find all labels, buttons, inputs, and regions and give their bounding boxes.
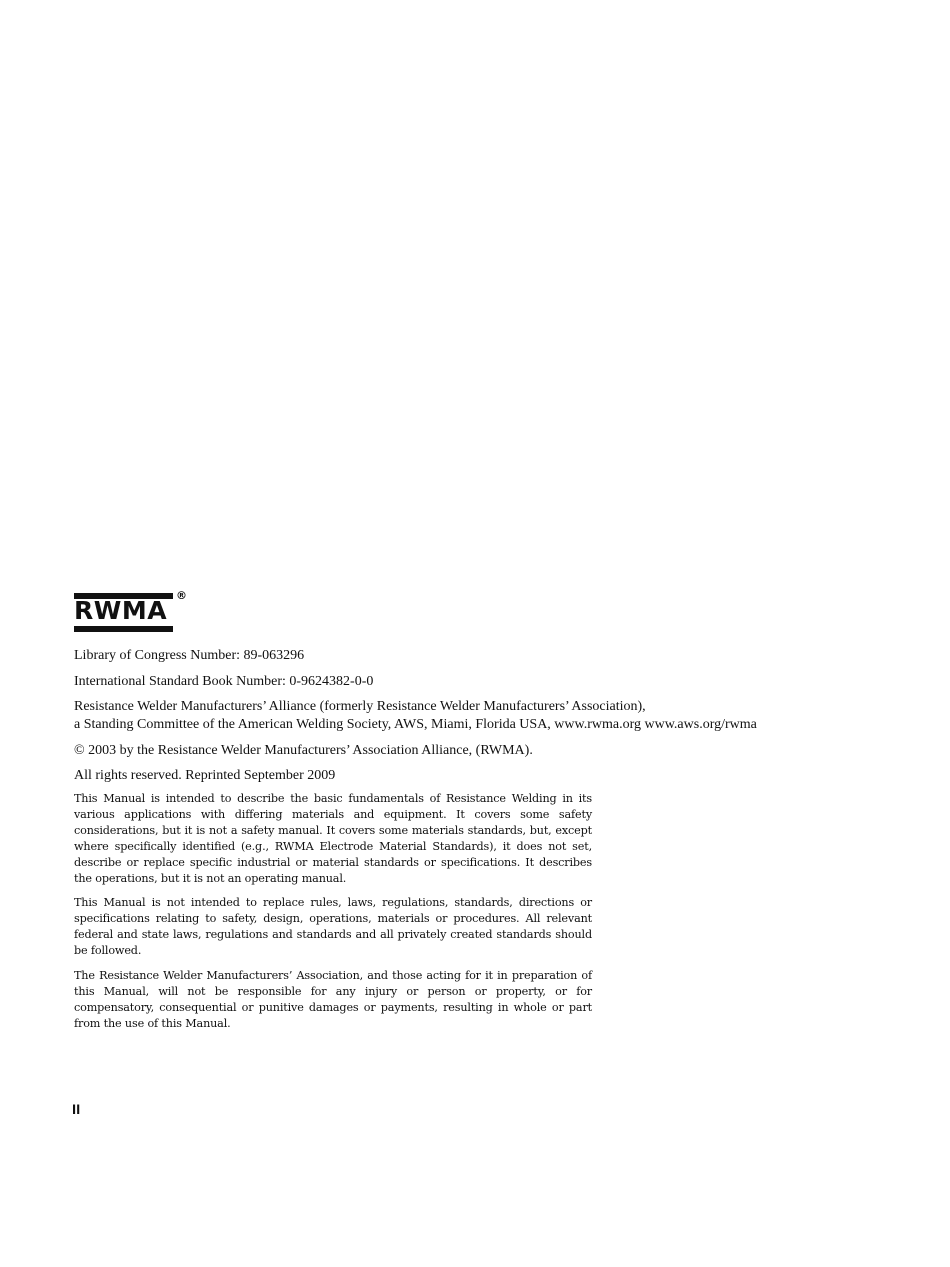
rwma-logo bbox=[74, 590, 194, 634]
scope-disclaimer-paragraph: This Manual is intended to describe the basic fundamentals of Resistance Welding in its various applications with differing materials and equipment. It covers some safety considerations, but it is not a safety manual. It covers some materials standards, but, except where specifically identified (e.g., RWMA Electrode Material Standards), it does not set, describe or replace specific industrial or material standards or specifications. It describes the operations, but it is not an operating manual. bbox=[74, 792, 592, 885]
compliance-disclaimer-paragraph: This Manual is not intended to replace rules, laws, regulations, standards, directions or specifications relating to safety, design, operations, materials or procedures. All relevant federal and state laws, regulations and standards and all privately created standards should be followed. bbox=[74, 896, 592, 957]
isbn-number: International Standard Book Number: 0-9624382-0-0 bbox=[74, 674, 374, 689]
liability-disclaimer-paragraph: The Resistance Welder Manufacturers’ Association, and those acting for it in preparation of this Manual, will not be responsible for any injury or person or property, or for compensatory, consequential or punitive damages or payments, resulting in whole or part from the use of this Manual. bbox=[74, 969, 592, 1030]
alliance-line-1: Resistance Welder Manufacturers’ Alliance (formerly Resistance Welder Manufacturers’ Association), bbox=[74, 699, 646, 714]
logo-wordmark: RWMA bbox=[74, 596, 168, 625]
library-of-congress-number: Library of Congress Number: 89-063296 bbox=[74, 648, 305, 663]
alliance-line-2: a Standing Committee of the American Welding Society, AWS, Miami, Florida USA, www.rwma.org www.aws.org/rwma bbox=[74, 717, 757, 732]
page-number: ll bbox=[72, 1103, 81, 1117]
logo-bottom-bar bbox=[74, 626, 173, 632]
rights-reserved: All rights reserved. Reprinted September 2009 bbox=[74, 768, 336, 783]
registered-mark: ® bbox=[176, 589, 187, 602]
copyright-notice: © 2003 by the Resistance Welder Manufacturers’ Association Alliance, (RWMA). bbox=[74, 743, 533, 758]
